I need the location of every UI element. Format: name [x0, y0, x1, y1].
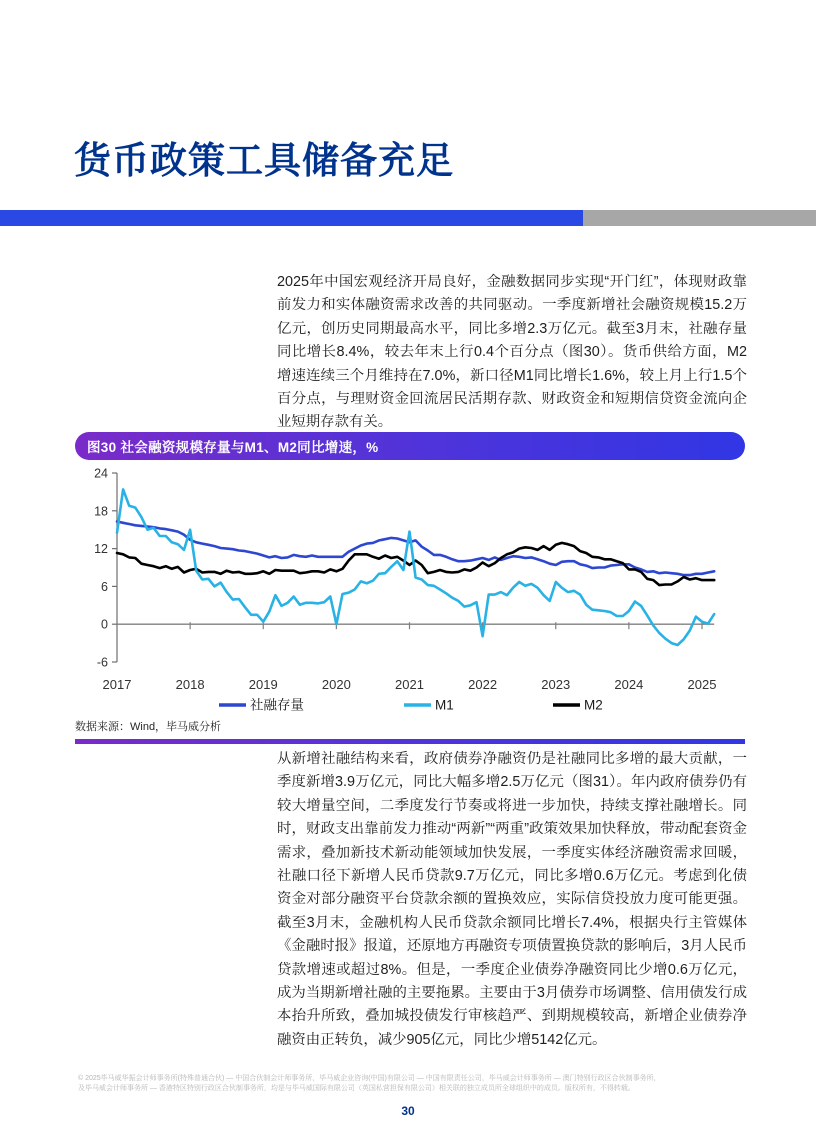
analysis-paragraph: 从新增社融结构来看，政府债券净融资仍是社融同比多增的最大贡献，一季度新增3.9万亿元，同比大幅多增2.5万亿元（图31）。年内政府债券仍有较大增量空间，二季度发行节奏或将进一步加快，持续支撑社融增长。同时，财政支出靠前发力推动“两新”“两重”政策效果加快释放，带动配套资金需求，叠加新技术新动能领域加快发展，一季度实体经济融资需求回暖，社融口径下新增人民币贷款9.7万亿元，同比多增0.6万亿元。考虑到化债资金对部分融资平台贷款余额的置换效应，实际信贷投放力度可能更强。截至3月末，金融机构人民币贷款余额同比增长7.4%，根据央行主管媒体《金融时报》报道，还原地方再融资专项债置换贷款的影响后，3月人民币贷款增速或超过8%。但是，一季度企业债券净融资同比少增0.6万亿元，成为当期新增社融的主要拖累。主要由于3月债券市场调整、信用债发行成本抬升所致，叠加城投债发行审核趋严、到期规模较高，新增企业债券净融资由正转负，减少905亿元，同比少增5142亿元。	[277, 751, 747, 1048]
m1-line	[117, 489, 714, 645]
divider-gray-segment	[583, 210, 816, 226]
y-tick-label: -6	[96, 655, 108, 670]
tsf-line	[117, 522, 714, 576]
figure-bottom-bar	[75, 739, 745, 744]
x-tick-label: 2024	[614, 677, 644, 692]
x-tick-label: 2019	[248, 677, 278, 692]
figure-title: 图30 社会融资规模存量与M1、M2同比增速，%	[87, 440, 379, 455]
x-tick-label: 2018	[175, 677, 205, 692]
page-footer	[78, 1074, 742, 1093]
legend-tsf-label: 社融存量	[250, 697, 304, 713]
figure-title-bar	[75, 432, 745, 460]
figure-source: 数据来源：Wind，毕马威分析	[75, 721, 222, 733]
x-tick-label: 2017	[102, 677, 132, 692]
y-tick-label: 6	[101, 579, 108, 594]
x-tick-label: 2021	[395, 677, 424, 692]
y-tick-label: 18	[94, 504, 108, 519]
line-chart	[75, 465, 745, 717]
y-tick-label: 24	[94, 466, 108, 481]
x-tick-label: 2020	[321, 677, 351, 692]
figure-30	[75, 432, 745, 744]
intro-paragraph: 2025年中国宏观经济开局良好，金融数据同步实现“开门红”，体现财政靠前发力和实体融资需求改善的共同驱动。一季度新增社会融资规模15.2万亿元，创历史同期最高水平，同比多增2.3万亿元。截至3月末，社融存量同比增长8.4%，较去年末上行0.4个百分点（图30）。货币供给方面，M2增速连续三个月维持在7.0%，新口径M1同比增长1.6%，较上月上行1.5个百分点，与理财资金回流居民活期存款、财政资金和短期信贷资金流向企业短期存款有关。	[277, 274, 747, 431]
x-tick-label: 2025	[687, 677, 717, 692]
x-tick-label: 2023	[541, 677, 571, 692]
page-title: 货币政策工具储备充足	[74, 140, 454, 181]
x-tick-label: 2022	[468, 677, 498, 692]
y-tick-label: 0	[101, 617, 108, 632]
page-number: 30	[401, 1104, 415, 1118]
legend-m1-label: M1	[435, 697, 454, 713]
legend-m2-label: M2	[584, 697, 603, 713]
footer-line-1: © 2025毕马威华振会计师事务所(特殊普通合伙) — 中国合伙制会计师事务所，毕马威企业咨询(中国)有限公司 — 中国有限责任公司，毕马威会计师事务所 — 澳门特别行政区合伙制事务所，	[78, 1075, 661, 1082]
divider-blue-segment	[0, 210, 583, 226]
title-divider	[0, 210, 816, 226]
y-tick-label: 12	[94, 542, 108, 557]
footer-line-2: 及毕马威会计师事务所 — 香港特区特别行政区合伙制事务所，均是与毕马威国际有限公司（英国私营担保有限公司）相关联的独立成员所全球组织中的成员。版权所有，不得转载。	[78, 1084, 635, 1092]
